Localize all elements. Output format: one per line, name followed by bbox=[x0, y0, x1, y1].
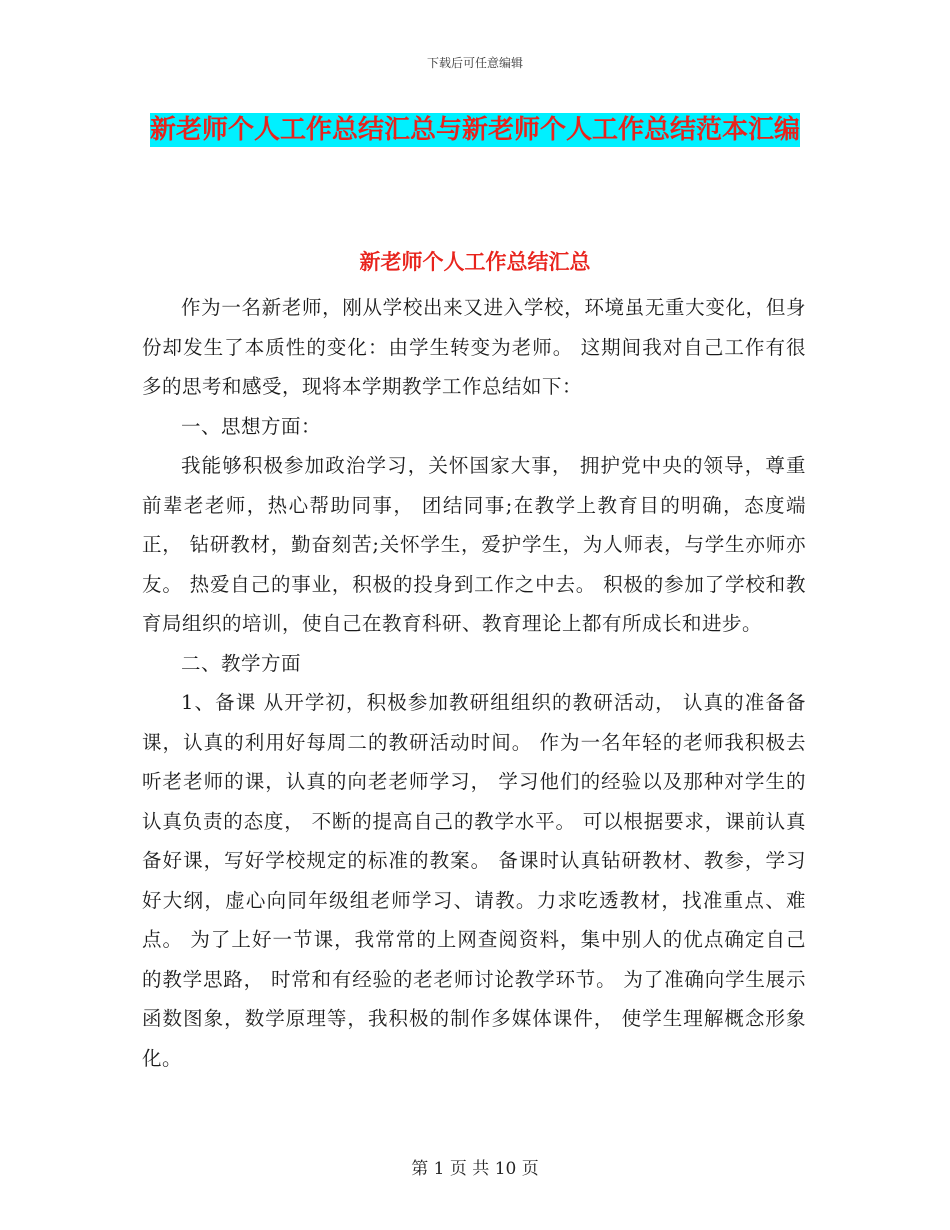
heading-thought: 一、思想方面： bbox=[181, 414, 322, 438]
document-title-text: 新老师个人工作总结汇总与新老师个人工作总结范本汇编 bbox=[149, 115, 800, 145]
paragraph-thought: 我能够积极参加政治学习，关怀国家大事， 拥护党中央的领导，尊重前辈老老师，热心帮助同事， 团结同事;在教学上教育目的明确，态度端正， 钻研教材，勤奋刻苦;关怀学生，爱护学生，为人师表，与学生亦师亦友。 热爱自己的事业，积极的投身到工作之中去。 积极的参加了学校和教育局组织的培训，使自己在教育科研、教育理论上都有所成长和进步。 bbox=[142, 454, 806, 635]
paragraph-intro: 作为一名新老师，刚从学校出来又进入学校，环境虽无重大变化，但身份却发生了本质性的变化：由学生转变为老师。 这期间我对自己工作有很多的思考和感受，现将本学期教学工作总结如下： bbox=[142, 296, 806, 398]
page-indicator: 第 1 页 共 10 页 bbox=[411, 1159, 539, 1179]
header-note: 下载后可任意编辑 bbox=[426, 56, 523, 70]
paragraph-lesson-prep: 1、备课 从开学初，积极参加教研组组织的教研活动， 认真的准备备课，认真的利用好每周二的教研活动时间。 作为一名年轻的老师我积极去听老老师的课，认真的向老老师学习， 学习他们的经验以及那种对学生的认真负责的态度， 不断的提高自己的教学水平。 可以根据要求，课前认真备好课，写好学校规定的标准的教案。 备课时认真钻研教材、教参，学习好大纲，虚心向同年级组老师学习、请教。力求吃透教材，找准重点、难点。 为了上好一节课，我常常的上网查阅资料，集中别人的优点确定自己的教学思路， 时常和有经验的老老师讨论教学环节。 为了准确向学生展示函数图象，数学原理等，我积极的制作多媒体课件， 使学生理解概念形象化。 bbox=[142, 691, 806, 1070]
document-title bbox=[140, 108, 810, 152]
body-text bbox=[142, 288, 806, 1078]
heading-teaching: 二、教学方面 bbox=[181, 651, 302, 675]
section-title: 新老师个人工作总结汇总 bbox=[359, 249, 591, 274]
